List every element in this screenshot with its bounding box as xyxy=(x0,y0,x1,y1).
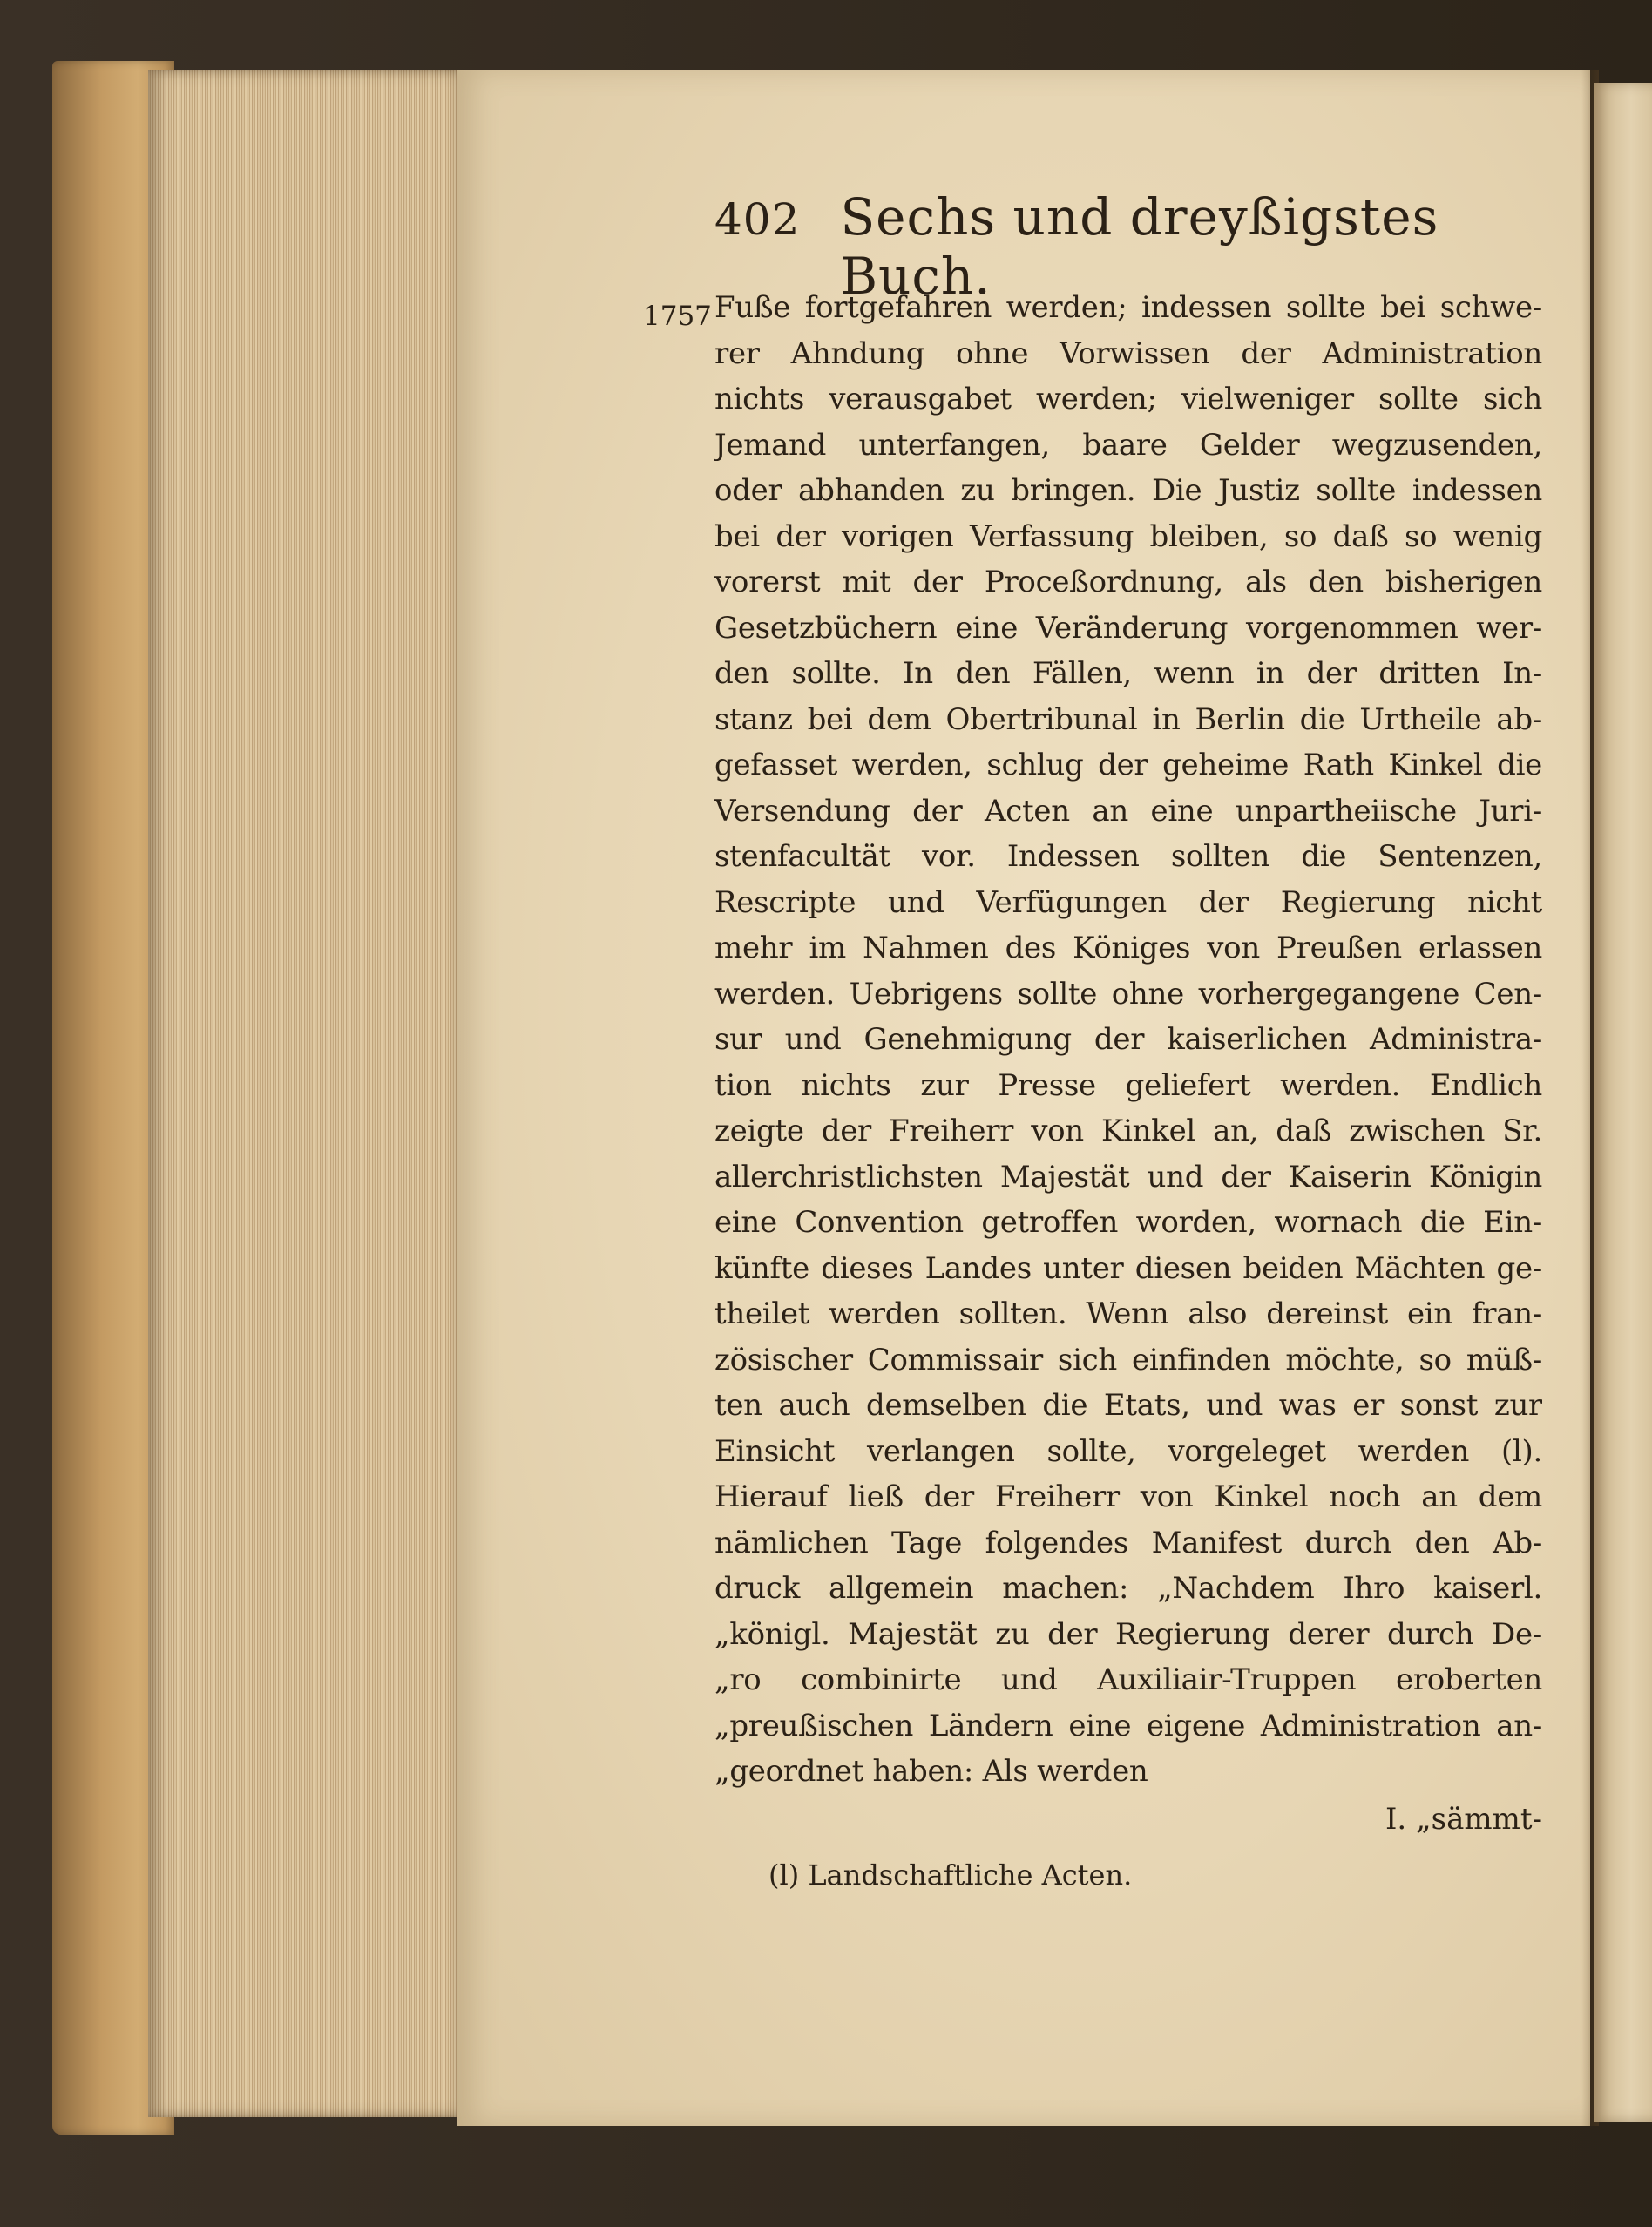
page-number: 402 xyxy=(714,194,801,245)
text-line: zösischer Commissair sich einfinden möchte, so müß- xyxy=(714,1342,1542,1377)
text-line: eine Convention getroffen worden, wornach die Ein- xyxy=(714,1205,1542,1240)
text-line: nämlichen Tage folgendes Manifest durch den Ab- xyxy=(714,1525,1542,1560)
text-line: theilet werden sollten. Wenn also dereinst ein fran- xyxy=(714,1296,1542,1331)
text-line: vorerst mit der Proceßordnung, als den bisherigen xyxy=(714,565,1542,599)
text-line: künfte dieses Landes unter diesen beiden Mächten ge- xyxy=(714,1250,1542,1286)
text-line: „geordnet haben: Als werden xyxy=(714,1754,1148,1789)
text-line: bei der vorigen Verfassung bleiben, so daß so wenig xyxy=(714,518,1542,554)
text-line: Versendung der Acten an eine unpartheiische Juri- xyxy=(714,793,1542,829)
text-line: Fuße fortgefahren werden; indessen sollte bei schwe- xyxy=(714,290,1542,325)
text-block xyxy=(714,187,1542,1898)
text-line: Jemand unterfangen, baare Gelder wegzusenden, xyxy=(714,427,1542,463)
body-text xyxy=(714,285,1542,1795)
text-line: stenfacultät vor. Indessen sollten die Sentenzen, xyxy=(714,839,1542,874)
text-line: druck allgemein machen: „Nachdem Ihro kaiserl. xyxy=(714,1571,1542,1606)
text-line: sur und Genehmigung der kaiserlichen Administra- xyxy=(714,1022,1542,1057)
text-line: werden. Uebrigens sollte ohne vorhergegangene Cen- xyxy=(714,976,1542,1012)
footnote: (l) Landschaftliche Acten. xyxy=(768,1858,1133,1892)
text-line: Rescripte und Verfügungen der Regierung nicht xyxy=(714,884,1542,920)
text-line: ten auch demselben die Etats, und was er sonst zur xyxy=(714,1388,1542,1423)
text-line: mehr im Nahmen des Königes von Preußen erlassen xyxy=(714,931,1542,965)
page-header xyxy=(714,187,1542,306)
text-line: den sollte. In den Fällen, wenn in der dritten In- xyxy=(714,656,1542,691)
text-line: rer Ahndung ohne Vorwissen der Administration xyxy=(714,335,1542,371)
text-line: Einsicht verlangen sollte, vorgeleget werden (l). xyxy=(714,1433,1542,1469)
running-head: Sechs und dreyßigstes Buch. xyxy=(840,187,1439,306)
adjacent-page-edge xyxy=(1594,83,1652,2122)
text-line: tion nichts zur Presse geliefert werden. Endlich xyxy=(714,1067,1542,1103)
text-line: „preußischen Ländern eine eigene Administration an- xyxy=(714,1708,1542,1743)
page-edges xyxy=(148,70,462,2117)
text-line: „königl. Majestät zu der Regierung derer durch De- xyxy=(714,1616,1542,1652)
catchword: I. „sämmt- xyxy=(1385,1801,1542,1837)
text-line: zeigte der Freiherr von Kinkel an, daß zwischen Sr. xyxy=(714,1114,1542,1148)
text-line: Hierauf ließ der Freiherr von Kinkel noch an dem xyxy=(714,1479,1542,1514)
text-line: „ro combinirte und Auxiliair-Truppen eroberten xyxy=(714,1662,1542,1697)
text-line: Gesetzbüchern eine Veränderung vorgenommen wer- xyxy=(714,610,1542,646)
text-line: gefasset werden, schlug der geheime Rath Kinkel die xyxy=(714,748,1542,782)
text-line: stanz bei dem Obertribunal in Berlin die Urtheile ab- xyxy=(714,701,1542,737)
margin-year: 1757 xyxy=(643,301,712,332)
text-line: nichts verausgabet werden; vielweniger sollte sich xyxy=(714,382,1542,416)
text-line: oder abhanden zu bringen. Die Justiz sollte indessen xyxy=(714,473,1542,508)
text-line: allerchristlichsten Majestät und der Kaiserin Königin xyxy=(714,1159,1542,1195)
